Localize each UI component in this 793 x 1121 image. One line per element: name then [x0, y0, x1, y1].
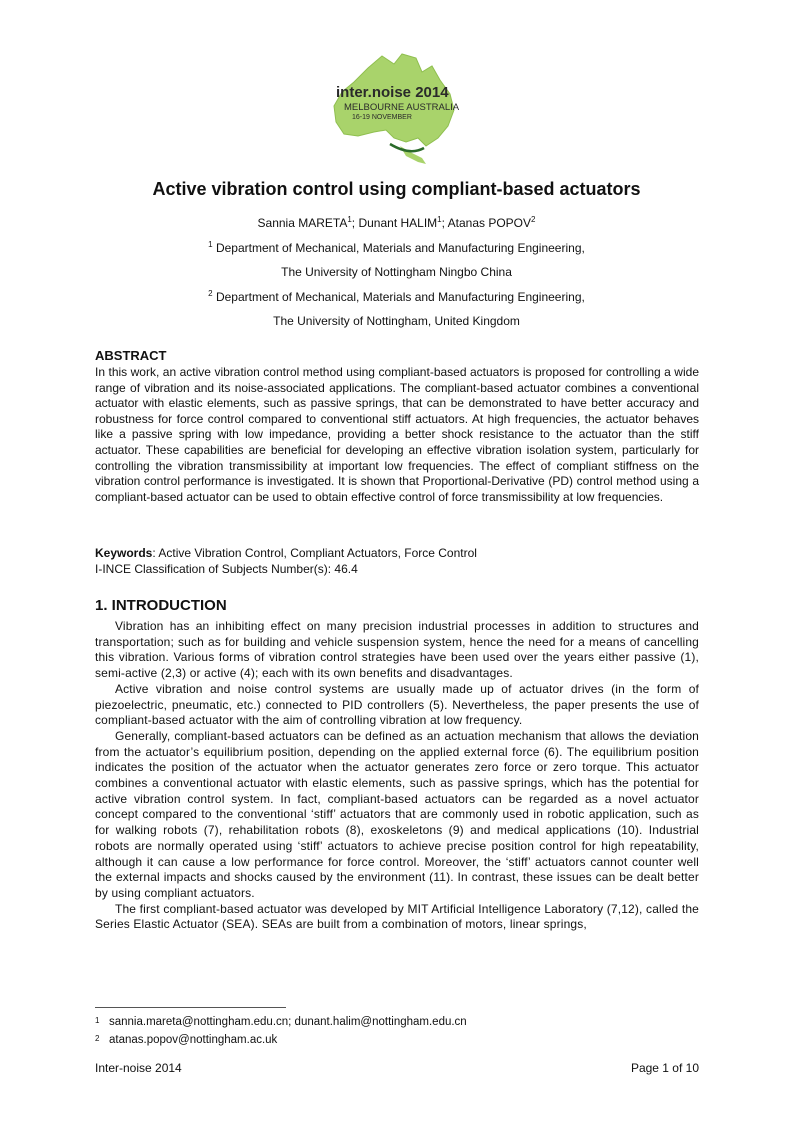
footnote-number: 1: [95, 1016, 100, 1025]
author-1: Sannia MARETA: [257, 216, 348, 230]
author-2-sup: 1: [437, 215, 442, 224]
affiliation-1-sup: 1: [208, 240, 213, 249]
paragraph: Active vibration and noise control systems are usually made up of actuator drives (in the form of piezoelectric, pneumatic, etc.) connected to PID controllers (5). Nevertheless, the paper presents the use of compliant-based actuator with the aim of controlling vibration at low frequency.: [95, 681, 699, 728]
footer-conference: Inter-noise 2014: [95, 1061, 182, 1075]
footnote: [95, 1016, 467, 1028]
affiliation-2-line-2: The University of Nottingham, United Kingdom: [273, 314, 520, 328]
section-heading-introduction: 1. INTRODUCTION: [95, 597, 227, 614]
keywords-block: [95, 546, 699, 577]
abstract-heading: ABSTRACT: [95, 348, 167, 363]
footer-page-number: Page 1 of 10: [630, 1061, 699, 1075]
paragraph: The first compliant-based actuator was developed by MIT Artificial Intelligence Laboratory (7,12), called the Series Elastic Actuator (SEA). SEAs are built from a combination of motors, linear springs,: [95, 901, 699, 932]
logo-title: inter.noise 2014: [336, 84, 449, 101]
footnote: [95, 1034, 277, 1046]
footnote-number: 2: [95, 1034, 100, 1043]
author-3-sup: 2: [531, 215, 536, 224]
introduction-body: [95, 619, 699, 933]
author-list: [0, 216, 793, 230]
logo-dates: 16-19 NOVEMBER: [352, 114, 412, 121]
paper-title: Active vibration control using compliant-based actuators: [152, 179, 641, 199]
abstract-text: In this work, an active vibration control method using compliant-based actuators is proposed for controlling a wide range of vibration and its noise-associated applications. The compliant-based actuator combines a conventional actuator with elastic elements, such as passive springs, that can be demonstrated to have better accuracy and robustness for force control compared to conventional stiff actuators. At high frequencies, the actuator behaves like a passive spring with low impedance, providing a better shock resistance to the actuator than the stiff actuator. These capabilities are beneficial for developing an effective vibration isolation system, particularly for controlling the vibration transmissibility at important low frequencies. The effect of compliant stiffness on the vibration control performance is investigated. It is shown that Proportional-Derivative (PD) control method using a compliant-based actuator can be used to obtain effective control of force transmissibility at low frequencies.: [95, 365, 699, 504]
affiliation-2-line-1: [0, 290, 793, 304]
affiliation-2-text: Department of Mechanical, Materials and Manufacturing Engineering,: [212, 290, 585, 304]
logo-location: MELBOURNE AUSTRALIA: [344, 102, 460, 113]
footnote-text: atanas.popov@nottingham.ac.uk: [109, 1034, 278, 1046]
author-3: ; Atanas POPOV: [441, 216, 532, 230]
paragraph: Vibration has an inhibiting effect on many precision industrial processes in addition to structures and transportation; such as for building and vehicle suspension system, hence the need for a means of cancelling this vibration. Various forms of vibration control strategies have been used over the years either passive (1), semi-active (2,3) or active (4); each with its own benefits and disadvantages.: [95, 619, 699, 681]
keywords-label: Keywords: [95, 546, 153, 560]
affiliation-1-line-2: The University of Nottingham Ningbo China: [281, 265, 512, 279]
footnote-divider: [95, 1007, 286, 1008]
affiliation-1-text: Department of Mechanical, Materials and Manufacturing Engineering,: [212, 241, 585, 255]
author-2: ; Dunant HALIM: [351, 216, 438, 230]
keywords-line: [95, 546, 699, 562]
author-1-sup: 1: [347, 215, 352, 224]
affiliation-1-line-1: [0, 241, 793, 255]
classification-line: I-INCE Classification of Subjects Number(s): 46.4: [95, 561, 358, 576]
keywords-text: : Active Vibration Control, Compliant Actuators, Force Control: [152, 546, 477, 560]
paragraph: Generally, compliant-based actuators can be defined as an actuation mechanism that allows the deviation from the actuator’s equilibrium position, depending on the applied external force (6). The equilibrium position indicates the position of the actuator when the actuator generates zero force or zero torque. This actuator combines a conventional actuator with elastic elements, such as passive springs, which has the potential for active vibration control system. In fact, compliant-based actuators can be regarded as a novel actuator concept compared to the conventional ‘stiff’ actuators that are commonly used in robotic application, such as for walking robots (7), rehabilitation robots (8), exoskeletons (9) and medical applications (10). Industrial robots are normally operated using ‘stiff’ actuators to achieve precise position control for high repeatability, although it can cause a low performance for force control. Moreover, the ‘stiff’ actuators cannot counter well the external impacts and shocks caused by the environment (11). In contrast, these issues can be dealt better by using compliant actuators.: [95, 728, 699, 900]
affiliation-2-sup: 2: [208, 289, 213, 298]
conference-logo: [330, 50, 460, 168]
footnote-text: sannia.mareta@nottingham.edu.cn; dunant.halim@nottingham.edu.cn: [109, 1016, 467, 1028]
